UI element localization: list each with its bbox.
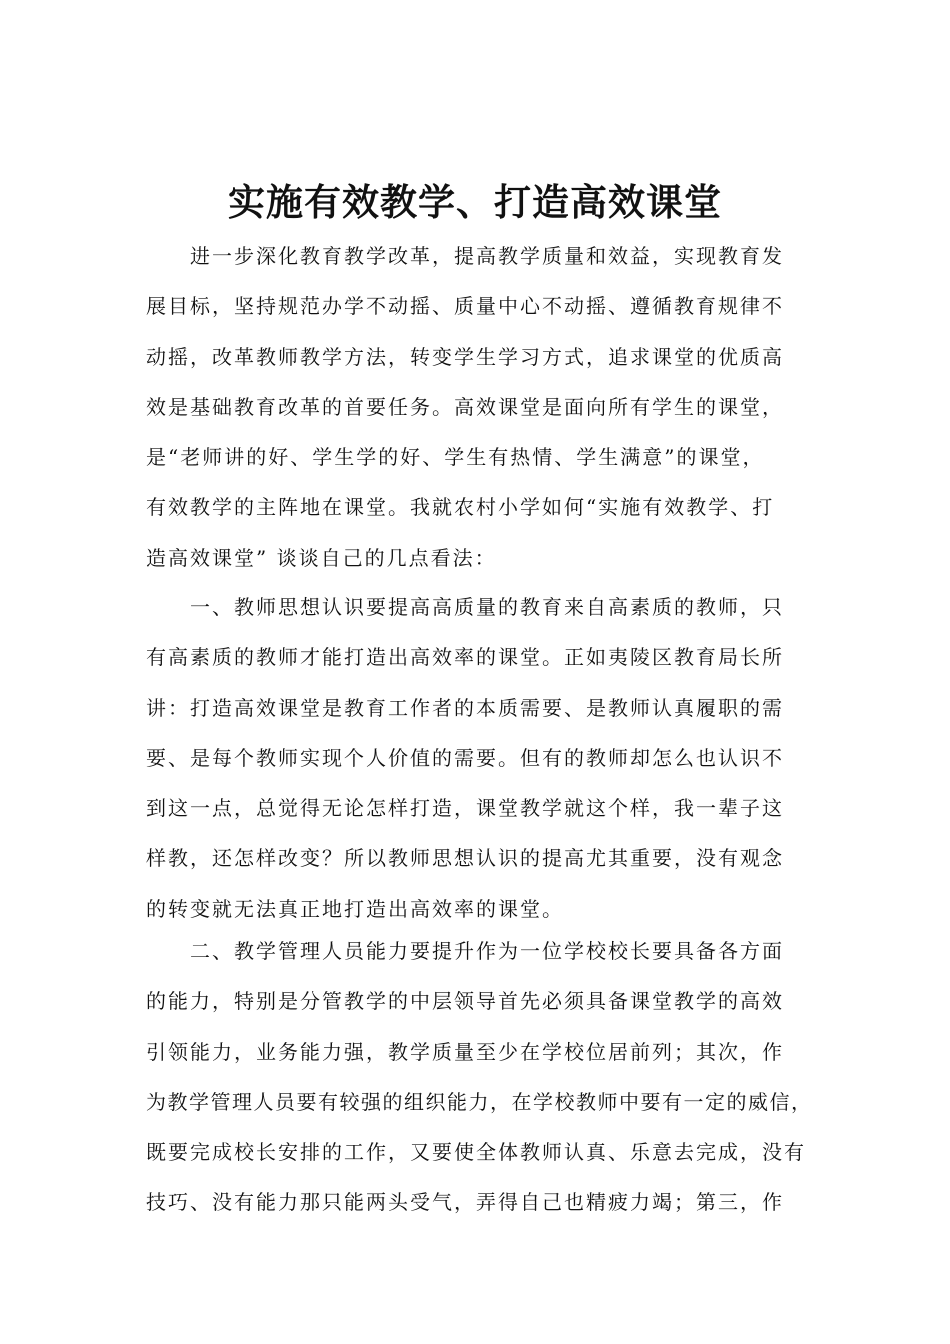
text-line: 为教学管理人员要有较强的组织能力，在学校教师中要有一定的威信， bbox=[146, 1089, 813, 1114]
text-line: 样教，还怎样改变？所以教师思想认识的提高尤其重要，没有观念 bbox=[146, 846, 784, 871]
text-line: 有高素质的教师才能打造出高效率的课堂。正如夷陵区教育局长所 bbox=[146, 645, 784, 670]
text-line: 有效教学的主阵地在课堂。我就农村小学如何“实施有效教学、打 bbox=[146, 495, 775, 520]
text-line: 效是基础教育改革的首要任务。高效课堂是面向所有学生的课堂， bbox=[146, 394, 784, 419]
text-line: 造高效课堂” 谈谈自己的几点看法： bbox=[146, 545, 497, 570]
paragraph-section-1 bbox=[146, 582, 816, 934]
document-title: 实施有效教学、打造高效课堂 bbox=[228, 180, 722, 224]
text-line: 的能力，特别是分管教学的中层领导首先必须具备课堂教学的高效 bbox=[146, 989, 784, 1014]
text-line: 进一步深化教育教学改革，提高教学质量和效益，实现教育发 bbox=[146, 244, 784, 268]
text-line: 讲：打造高效课堂是教育工作者的本质需要、是教师认真履职的需 bbox=[146, 695, 784, 720]
text-line: 动摇，改革教师教学方法，转变学生学习方式，追求课堂的优质高 bbox=[146, 344, 784, 369]
text-line: 一、教师思想认识要提高高质量的教育来自高素质的教师，只 bbox=[146, 595, 784, 619]
text-line: 引领能力，业务能力强，教学质量至少在学校位居前列；其次，作 bbox=[146, 1039, 784, 1064]
text-line: 既要完成校长安排的工作，又要使全体教师认真、乐意去完成，没有 bbox=[146, 1140, 806, 1165]
text-line: 是“老师讲的好、学生学的好、学生有热情、学生满意”的课堂， bbox=[146, 445, 765, 470]
text-line: 要、是每个教师实现个人价值的需要。但有的教师却怎么也认识不 bbox=[146, 745, 784, 770]
paragraph-intro bbox=[146, 231, 816, 583]
paragraph-section-2 bbox=[146, 926, 816, 1228]
text-line: 到这一点，总觉得无论怎样打造，课堂教学就这个样，我一辈子这 bbox=[146, 796, 784, 821]
text-line: 展目标，坚持规范办学不动摇、质量中心不动摇、遵循教育规律不 bbox=[146, 294, 784, 319]
text-line: 的转变就无法真正地打造出高效率的课堂。 bbox=[146, 896, 564, 921]
text-line: 技巧、没有能力那只能两头受气，弄得自己也精疲力竭；第三，作 bbox=[146, 1190, 784, 1215]
text-line: 二、教学管理人员能力要提升作为一位学校校长要具备各方面 bbox=[146, 939, 784, 963]
